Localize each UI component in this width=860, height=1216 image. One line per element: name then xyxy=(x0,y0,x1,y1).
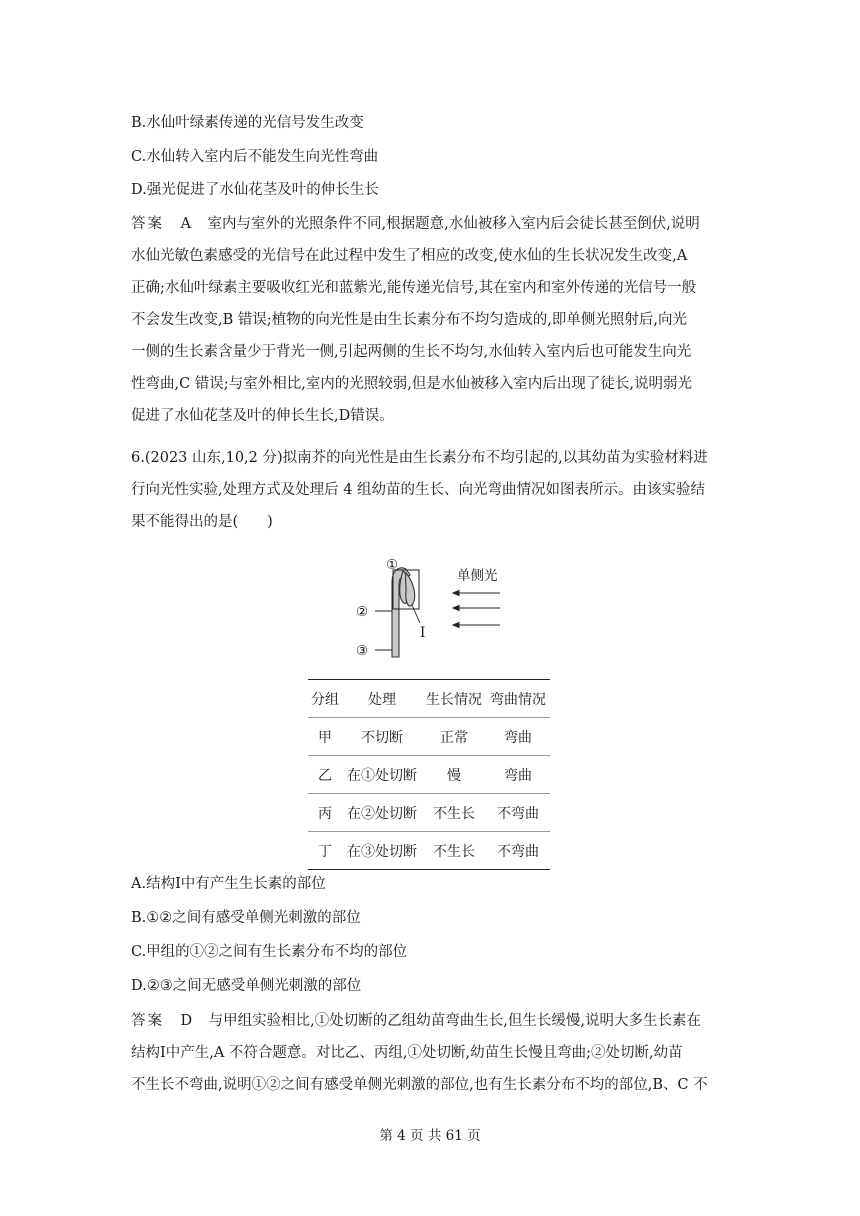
q5-answer-text: 室内与室外的光照条件不同,根据题意,水仙被移入室内后会徒长甚至倒伏,说明 xyxy=(192,216,700,232)
q6-stem-line-2: 行向光性实验,处理方式及处理后 4 组幼苗的生长、向光弯曲情况如图表所示。由该实验结 xyxy=(131,482,706,498)
q5-answer-label: 答案 A xyxy=(131,216,193,232)
q5-answer-line-7: 促进了水仙花茎及叶的伸长生长,D错误。 xyxy=(131,408,394,424)
table-cell: 不弯曲 xyxy=(497,843,539,860)
label-structure-i: Ⅰ xyxy=(420,625,426,641)
table-cell: 不生长 xyxy=(433,843,475,860)
table-row xyxy=(308,756,550,794)
table-row xyxy=(308,832,550,870)
q5-answer-line-3: 正确;水仙叶绿素主要吸收红光和蓝紫光,能传递光信号,其在室内和室外传递的光信号一般 xyxy=(131,280,697,296)
table-row xyxy=(308,718,550,756)
table-cell: 不切断 xyxy=(361,729,403,746)
table-cell: 在③处切断 xyxy=(347,843,417,860)
q6-answer-line-1 xyxy=(131,1011,735,1031)
q5-answer-line-5: 一侧的生长素含量少于背光一侧,引起两侧的生长不均匀,水仙转入室内后也可能发生向光 xyxy=(131,344,692,360)
table-cell: 正常 xyxy=(440,729,468,746)
results-table xyxy=(308,679,550,870)
table-cell: 不生长 xyxy=(433,805,475,822)
seedling-cotyledon-inner xyxy=(406,573,415,606)
q6-answer-label: 答案 D xyxy=(131,1013,195,1029)
label-1: ① xyxy=(386,557,399,573)
seedling-diagram xyxy=(350,555,510,660)
q5-answer-line-6: 性弯曲,C 错误;与室外相比,室内的光照较弱,但是水仙被移入室内后出现了徒长,说明弱光 xyxy=(131,376,693,392)
q6-option-a: A.结构Ⅰ中有产生生长素的部位 xyxy=(131,876,326,892)
table-cell: 丁 xyxy=(318,843,332,860)
q5-answer-line-4: 不会发生改变,B 错误;植物的向光性是由生长素分布不均匀造成的,即单侧光照射后,向光 xyxy=(131,312,687,328)
table-cell: 在①处切断 xyxy=(347,767,417,784)
table-cell: 丙 xyxy=(318,805,332,822)
table-header-row xyxy=(308,680,550,718)
header-treatment: 处理 xyxy=(368,691,396,708)
page-footer: 第 4 页 共 61 页 xyxy=(379,1128,481,1144)
q5-answer-line-2: 水仙光敏色素感受的光信号在此过程中发生了相应的改变,使水仙的生长状况发生改变,A xyxy=(131,248,688,264)
q6-stem-line-1: 6.(2023 山东,10,2 分)拟南芥的向光性是由生长素分布不均引起的,以其幼苗为实验材料进 xyxy=(131,450,708,466)
table-cell: 弯曲 xyxy=(504,767,532,784)
q5-option-c: C.水仙转入室内后不能发生向光性弯曲 xyxy=(131,149,379,165)
light-label: 单侧光 xyxy=(457,568,498,584)
q5-answer-line-1 xyxy=(131,214,735,234)
q6-answer-text: 与甲组实验相比,①处切断的乙组幼苗弯曲生长,但生长缓慢,说明大多生长素在 xyxy=(194,1013,701,1029)
q6-option-c: C.甲组的①②之间有生长素分布不均的部位 xyxy=(131,944,408,960)
table-cell: 乙 xyxy=(318,767,332,784)
header-growth: 生长情况 xyxy=(426,691,482,708)
table-cell: 在②处切断 xyxy=(347,805,417,822)
label-2: ② xyxy=(356,604,369,620)
label-3: ③ xyxy=(356,643,369,659)
q6-option-b: B.①②之间有感受单侧光刺激的部位 xyxy=(131,910,361,926)
header-group: 分组 xyxy=(311,691,339,708)
q6-option-d: D.②③之间无感受单侧光刺激的部位 xyxy=(131,978,362,994)
header-bending: 弯曲情况 xyxy=(490,691,546,708)
q5-option-b: B.水仙叶绿素传递的光信号发生改变 xyxy=(131,115,364,131)
table-cell: 慢 xyxy=(447,767,461,784)
q6-answer-line-3: 不生长不弯曲,说明①②之间有感受单侧光刺激的部位,也有生长素分布不均的部位,B、C 不 xyxy=(131,1077,708,1093)
table-row xyxy=(308,794,550,832)
q5-option-d: D.强光促进了水仙花茎及叶的伸长生长 xyxy=(131,182,379,198)
table-cell: 不弯曲 xyxy=(497,805,539,822)
light-arrows xyxy=(453,591,500,628)
table-cell: 弯曲 xyxy=(504,729,532,746)
q6-stem-line-3: 果不能得出的是( ) xyxy=(131,514,273,530)
table-cell: 甲 xyxy=(318,729,332,746)
q6-answer-line-2: 结构Ⅰ中产生,A 不符合题意。对比乙、丙组,①处切断,幼苗生长慢且弯曲;②处切断,幼苗 xyxy=(131,1045,683,1061)
